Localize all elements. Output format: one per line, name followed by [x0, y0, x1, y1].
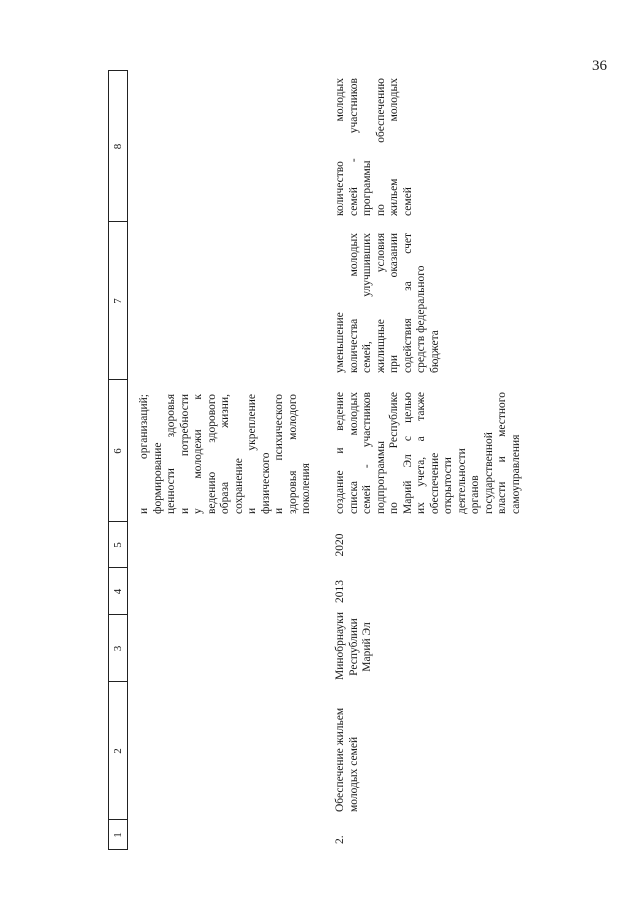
text-line: создание и ведение: [334, 392, 346, 514]
column-header-4: 4: [112, 588, 124, 595]
text-line: ценности здоровья: [165, 394, 177, 514]
text-line: Обеспечение жильем: [334, 707, 346, 812]
consequence-cell: [334, 233, 442, 373]
start-year: 2013: [334, 580, 346, 603]
column-header-1: 1: [112, 832, 124, 838]
text-line: уменьшение: [334, 312, 346, 373]
table-header-border: [127, 70, 128, 850]
text-line: образа жизни,: [219, 394, 231, 514]
text-line: содействия за счет: [401, 233, 414, 373]
text-line: и организаций;: [138, 394, 150, 514]
page-number: 36: [592, 58, 607, 74]
text-line: при оказании: [388, 233, 400, 373]
text-line: списка молодых: [347, 392, 360, 514]
text-line: бюджета: [428, 330, 441, 373]
text-line: органов: [469, 475, 481, 514]
column-header-2: 2: [112, 748, 124, 754]
indicator-cell: [334, 78, 415, 216]
text-line: количества молодых: [347, 233, 360, 373]
text-line: у молодежи к: [192, 394, 204, 514]
text-line: Минобрнауки: [334, 611, 346, 680]
text-line: поколения: [300, 463, 312, 514]
column-header-5: 5: [112, 542, 124, 548]
column-header-3: 3: [112, 645, 124, 652]
text-line: количество молодых: [334, 78, 346, 216]
text-line: программы: [361, 160, 373, 216]
text-line: семей, улучшивших: [361, 233, 373, 373]
text-line: жильем молодых: [388, 78, 400, 216]
text-line: семей - участников: [361, 392, 373, 514]
text-line: по обеспечению: [374, 78, 387, 216]
column-header-8: 8: [112, 143, 124, 150]
text-line: семей: [401, 187, 414, 216]
text-line: подпрограммы: [374, 441, 387, 514]
text-line: Республики: [347, 618, 360, 676]
text-line: государственной: [482, 432, 495, 514]
text-line: и психического: [273, 394, 285, 514]
row-number: 2.: [334, 835, 346, 844]
column-header-7: 7: [112, 298, 124, 304]
text-line: по Республике: [388, 392, 400, 514]
text-line: обеспечение: [428, 452, 441, 514]
end-year: 2020: [334, 533, 346, 557]
text-line: здоровья молодого: [286, 394, 299, 514]
text-line: средств федерального: [415, 265, 427, 373]
executor-cell: [334, 611, 375, 680]
text-line: открытости: [442, 457, 454, 514]
text-line: семей - участников: [347, 78, 360, 216]
column-header-6: 6: [112, 448, 124, 454]
text-line: молодых семей: [347, 736, 360, 812]
text-line: Марий Эл с целью: [401, 392, 414, 514]
text-line: их учета, а также: [415, 392, 427, 514]
text-line: ведению здорового: [205, 394, 218, 514]
measure-name-cell: [334, 686, 361, 812]
text-line: власти и местного: [496, 392, 508, 514]
text-line: самоуправления: [509, 434, 522, 514]
text-line: жилищные условия: [374, 233, 387, 373]
table-sheet: [108, 70, 528, 850]
text-line: деятельности: [455, 448, 468, 514]
measure-content-cell: [334, 392, 523, 514]
continuation-activity-cell: [138, 394, 314, 514]
text-line: физического: [259, 452, 272, 514]
table-top-border: [108, 70, 109, 850]
text-line: Марий Эл: [361, 622, 373, 672]
text-line: и укрепление: [246, 394, 258, 514]
text-line: формирование: [151, 442, 164, 514]
text-line: сохранение: [232, 458, 245, 514]
text-line: и потребности: [178, 394, 191, 514]
